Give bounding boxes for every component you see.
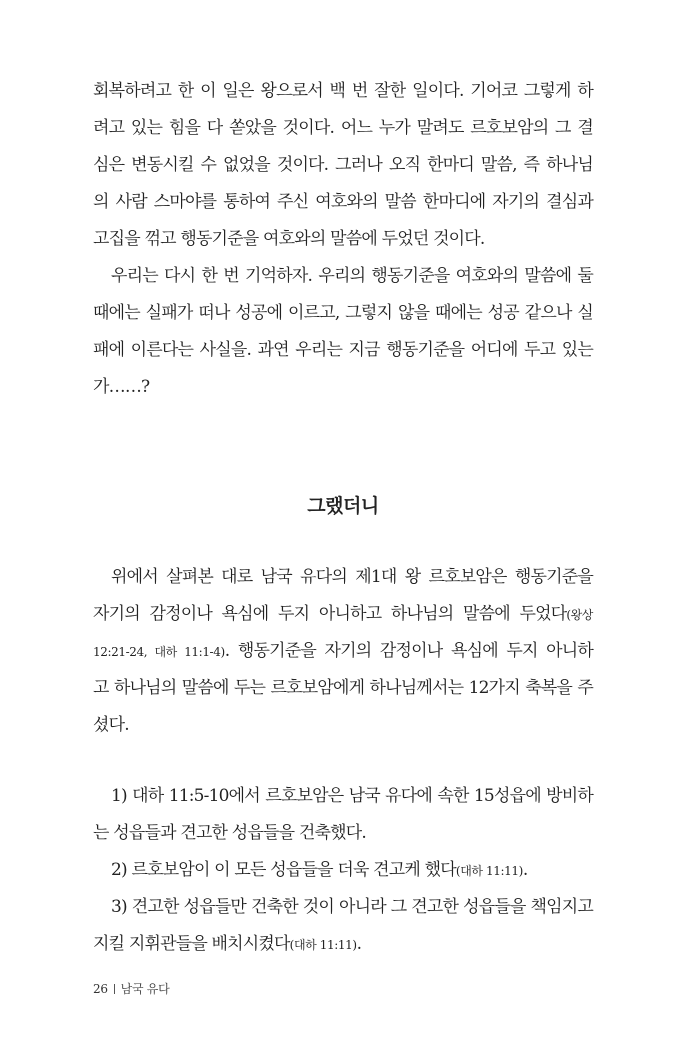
paragraph-3	[93, 559, 593, 744]
text-line: 위에서 살펴본 대로 남국 유다의 제1대 왕 르호보암은 행동기준을	[111, 567, 593, 587]
text-line: 가……?	[93, 377, 150, 397]
text-line: 패에 이른다는 사실을. 과연 우리는 지금 행동기준을 어디에 두고 있는	[93, 340, 593, 360]
text-span: 2) 르호보암이 이 모든 성읍들을 더욱 견고케 했다	[111, 860, 456, 880]
text-span: .	[356, 934, 362, 954]
section-heading: 그랬더니	[307, 495, 379, 517]
text-span: 자기의 감정이나 욕심에 두지 아니하고 하나님의 말씀에 두었다	[93, 604, 567, 624]
text-line: 셨다.	[93, 715, 129, 735]
blessing-list	[93, 778, 593, 963]
list-item-line	[93, 926, 593, 963]
text-line: 려고 있는 힘을 다 쏟았을 것이다. 어느 누가 말려도 르호보암의 그 결	[93, 118, 593, 138]
scripture-reference: (대하 11:11)	[289, 938, 357, 952]
text-span: 지킬 지휘관들을 배치시켰다	[93, 934, 290, 954]
list-item-line: 1) 대하 11:5-10에서 르호보암은 남국 유다에 속한 15성읍에 방비하	[111, 786, 593, 806]
book-title: 남국 유다	[120, 982, 170, 996]
text-line: 의 사람 스마야를 통하여 주신 여호와의 말씀 한마디에 자기의 결심과	[93, 192, 593, 212]
list-item-line	[93, 852, 593, 889]
text-span: .	[522, 860, 528, 880]
scripture-reference: 12:21-24, 대하 11:1-4)	[93, 645, 225, 659]
scripture-reference: (왕상	[566, 608, 593, 622]
paragraph-2	[93, 258, 593, 406]
text-span: . 행동기준을 자기의 감정이나 욕심에 두지 아니하	[224, 641, 594, 661]
footer-divider	[114, 984, 115, 994]
text-line	[93, 633, 593, 670]
page-body	[93, 73, 593, 963]
text-line: 회복하려고 한 이 일은 왕으로서 백 번 잘한 일이다. 기어코 그렇게 하	[93, 81, 593, 101]
list-item-line: 는 성읍들과 견고한 성읍들을 건축했다.	[93, 823, 366, 843]
scripture-reference: (대하 11:11)	[455, 864, 523, 878]
page-number: 26	[93, 982, 108, 996]
text-line: 심은 변동시킬 수 없었을 것이다. 그러나 오직 한마디 말씀, 즉 하나님	[93, 155, 593, 175]
text-line: 고집을 꺾고 행동기준을 여호와의 말씀에 두었던 것이다.	[93, 229, 485, 249]
text-line: 때에는 실패가 떠나 성공에 이르고, 그렇지 않을 때에는 성공 같으나 실	[93, 303, 593, 323]
paragraph-1	[93, 73, 593, 258]
text-line	[93, 596, 593, 633]
page-footer	[93, 980, 169, 997]
text-line: 우리는 다시 한 번 기억하자. 우리의 행동기준을 여호와의 말씀에 둘	[111, 266, 593, 286]
list-item-line: 3) 견고한 성읍들만 건축한 것이 아니라 그 견고한 성읍들을 책임지고	[111, 897, 593, 917]
text-line: 고 하나님의 말씀에 두는 르호보암에게 하나님께서는 12가지 축복을 주	[93, 678, 593, 698]
